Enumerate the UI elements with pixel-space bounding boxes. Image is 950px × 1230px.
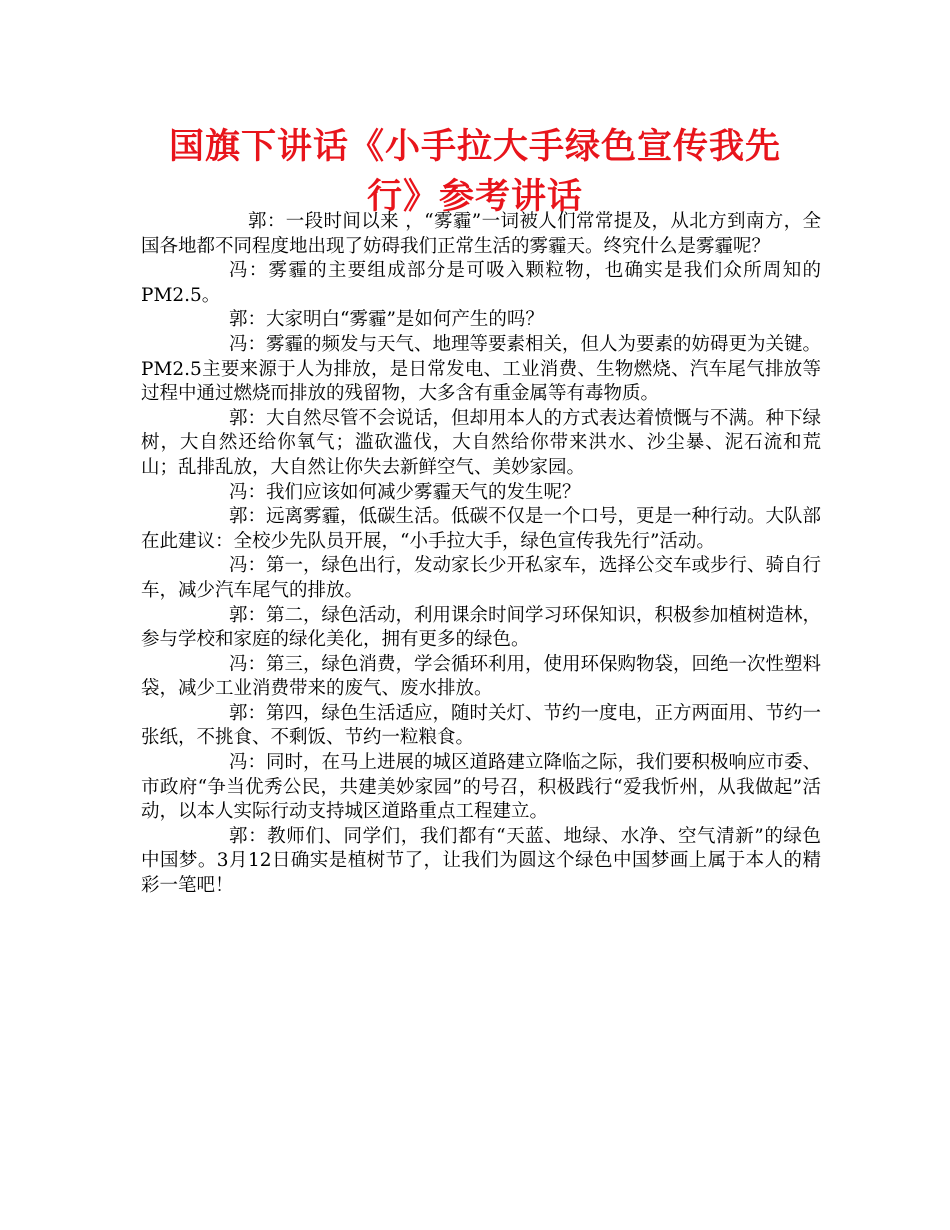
paragraph: 郭：第二，绿色活动，利用课余时间学习环保知识，积极参加植树造林，参与学校和家庭的绿化美化，拥有更多的绿色。: [141, 604, 822, 651]
paragraph: 冯：雾霾的频发与天气、地理等要素相关，但人为要素的妨碍更为关键。PM2.5主要来源于人为排放，是日常发电、工业消费、生物燃烧、汽车尾气排放等过程中通过燃烧而排放的残留物，大多含有重金属等有毒物质。: [141, 333, 822, 405]
paragraph: 郭：第四，绿色生活适应，随时关灯、节约一度电，正方两面用、节约一张纸，不挑食、不剩饭、节约一粒粮食。: [141, 702, 822, 749]
paragraph: 郭：一段时间以来 ，“雾霾”一词被人们常常提及，从北方到南方，全国各地都不同程度地出现了妨碍我们正常生活的雾霾天。终究什么是雾霾呢？: [141, 211, 821, 257]
paragraph: 郭：大自然尽管不会说话，但却用本人的方式表达着愤慨与不满。种下绿树，大自然还给你氧气；滥砍滥伐，大自然给你带来洪水、沙尘暴、泥石流和荒山；乱排乱放，大自然让你失去新鲜空气、美妙家园。: [141, 407, 822, 478]
paragraph: 郭：大家明白“雾霾”是如何产生的吗？: [229, 309, 544, 331]
paragraph: 冯：第一，绿色出行，发动家长少开私家车，选择公交车或步行、骑自行车，减少汽车尾气的排放。: [141, 555, 822, 601]
paragraph: 冯：同时，在马上进展的城区道路建立降临之际，我们要积极响应市委、市政府“争当优秀公民，共建美妙家园”的号召，积极践行“爱我忻州，从我做起”活动，以本人实际行动支持城区道路重点工程建立。: [141, 752, 822, 823]
paragraph: 冯：我们应该如何减少雾霾天气的发生呢？: [229, 481, 581, 503]
document-title: 国旗下讲话《小手拉大手绿色宣传我先行》参考讲话: [168, 127, 781, 217]
paragraph: 冯：雾霾的主要组成部分是可吸入颗粒物，也确实是我们众所周知的PM2.5。: [141, 260, 821, 306]
paragraph: 郭：远离雾霾，低碳生活。低碳不仅是一个口号，更是一种行动。大队部在此建议：全校少先队员开展，“小手拉大手，绿色宣传我先行”活动。: [141, 506, 822, 552]
paragraph: 冯：第三，绿色消费，学会循环利用，使用环保购物袋，回绝一次性塑料袋，减少工业消费带来的废气、废水排放。: [141, 653, 822, 700]
speech-body: [141, 210, 821, 899]
paragraph: 郭：教师们、同学们，我们都有“天蓝、地绿、水净、空气清新”的绿色中国梦。3月12日确实是植树节了，让我们为圆这个绿色中国梦画上属于本人的精彩一笔吧！: [141, 825, 821, 897]
